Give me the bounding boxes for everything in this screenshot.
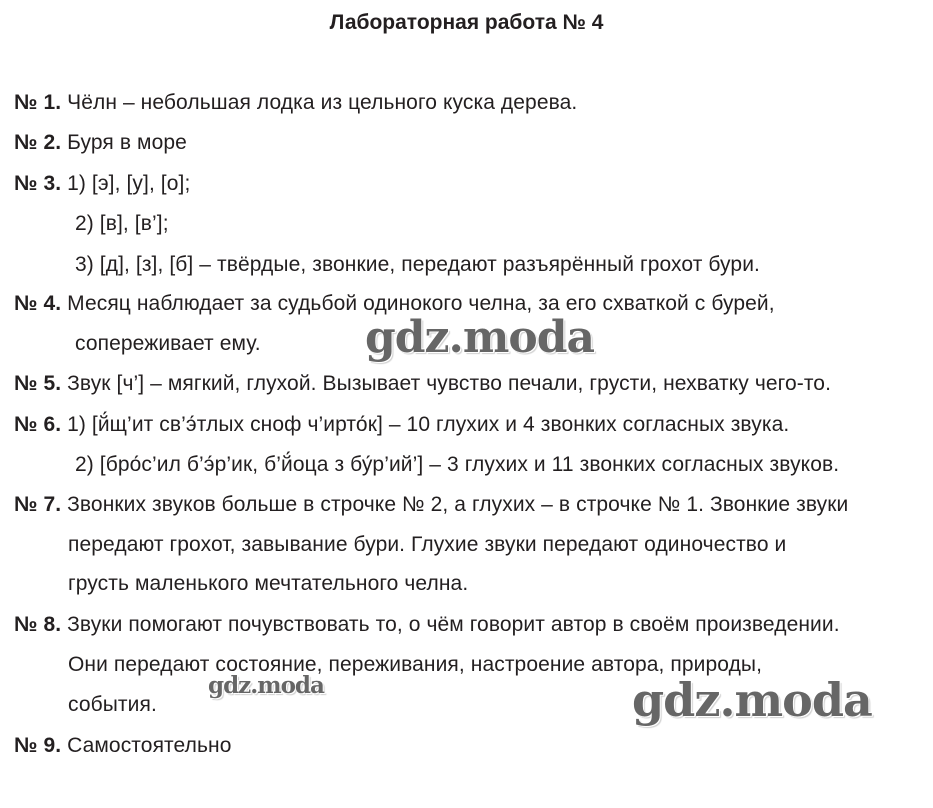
watermark-logo: gdz.moda — [365, 312, 595, 363]
answer-text: Самостоятельно — [67, 734, 232, 757]
answer-9-line — [14, 732, 231, 760]
answer-number: № 2. — [14, 131, 62, 154]
answer-text: сопереживает ему. — [75, 332, 261, 355]
answer-text: Звонких звуков больше в строчке № 2, а глухих – в строчке № 1. Звонкие звуки — [67, 493, 849, 516]
answer-text: 1) [й́щ’ит св’э́тлых снoф ч’ирто́к] – 10 глухих и 4 звонких согласных звука. — [67, 413, 790, 436]
answer-number: № 1. — [14, 91, 62, 114]
page-title: Лабораторная работа № 4 — [329, 11, 604, 34]
answer-5-line — [14, 370, 831, 398]
answer-number: № 3. — [14, 172, 62, 195]
answer-text: грусть маленького мечтательного челна. — [68, 572, 469, 595]
watermark-logo: gdz.moda — [632, 673, 872, 727]
answer-text: 3) [д], [з], [б] – твёрдые, звонкие, передают разъярённый грохот бури. — [75, 253, 760, 276]
answer-7-continuation — [68, 531, 786, 559]
answer-number: № 8. — [14, 613, 62, 636]
answer-7-line — [14, 491, 848, 519]
answer-number: № 7. — [14, 493, 62, 516]
answer-number: № 5. — [14, 372, 62, 395]
answer-text: Звуки помогают почувствовать то, о чём говорит автор в своём произведении. — [67, 613, 840, 636]
answer-3-continuation — [75, 251, 760, 279]
answer-text: 2) [в], [в’]; — [75, 212, 169, 235]
answer-number: № 4. — [14, 292, 62, 315]
answer-text: 2) [бро́с’ил б’э́р’ик, б’й́оца з бу́р’ий’] – 3 глухих и 11 звонких согласных звуков. — [75, 453, 840, 476]
answer-text: 1) [э], [у], [о]; — [67, 172, 191, 195]
answer-1-line — [14, 89, 577, 117]
answer-7-continuation — [68, 570, 468, 598]
answer-3-line — [14, 170, 190, 198]
answer-8-continuation — [68, 691, 157, 719]
answer-number: № 9. — [14, 734, 62, 757]
answer-text: передают грохот, завывание бури. Глухие звуки передают одиночество и — [68, 533, 787, 556]
answer-6-line — [14, 411, 789, 439]
answer-text: Они передают состояние, переживания, настроение автора, природы, — [68, 653, 763, 676]
answer-text: Чёлн – небольшая лодка из цельного куска дерева. — [67, 91, 578, 114]
answer-6-continuation — [75, 451, 839, 479]
watermark-logo: gdz.moda — [208, 672, 324, 699]
answer-4-continuation — [75, 330, 261, 358]
answer-text: события. — [68, 693, 157, 716]
answer-text: Буря в море — [67, 131, 187, 154]
answer-3-continuation — [75, 210, 169, 238]
answer-text: Звук [ч’] – мягкий, глухой. Вызывает чувство печали, грусти, нехватку чего-то. — [67, 372, 832, 395]
answer-8-line — [14, 611, 840, 639]
answer-number: № 6. — [14, 413, 62, 436]
answer-text: Месяц наблюдает за судьбой одинокого челна, за его схваткой с бурей, — [67, 292, 775, 315]
answer-2-line — [14, 129, 187, 157]
